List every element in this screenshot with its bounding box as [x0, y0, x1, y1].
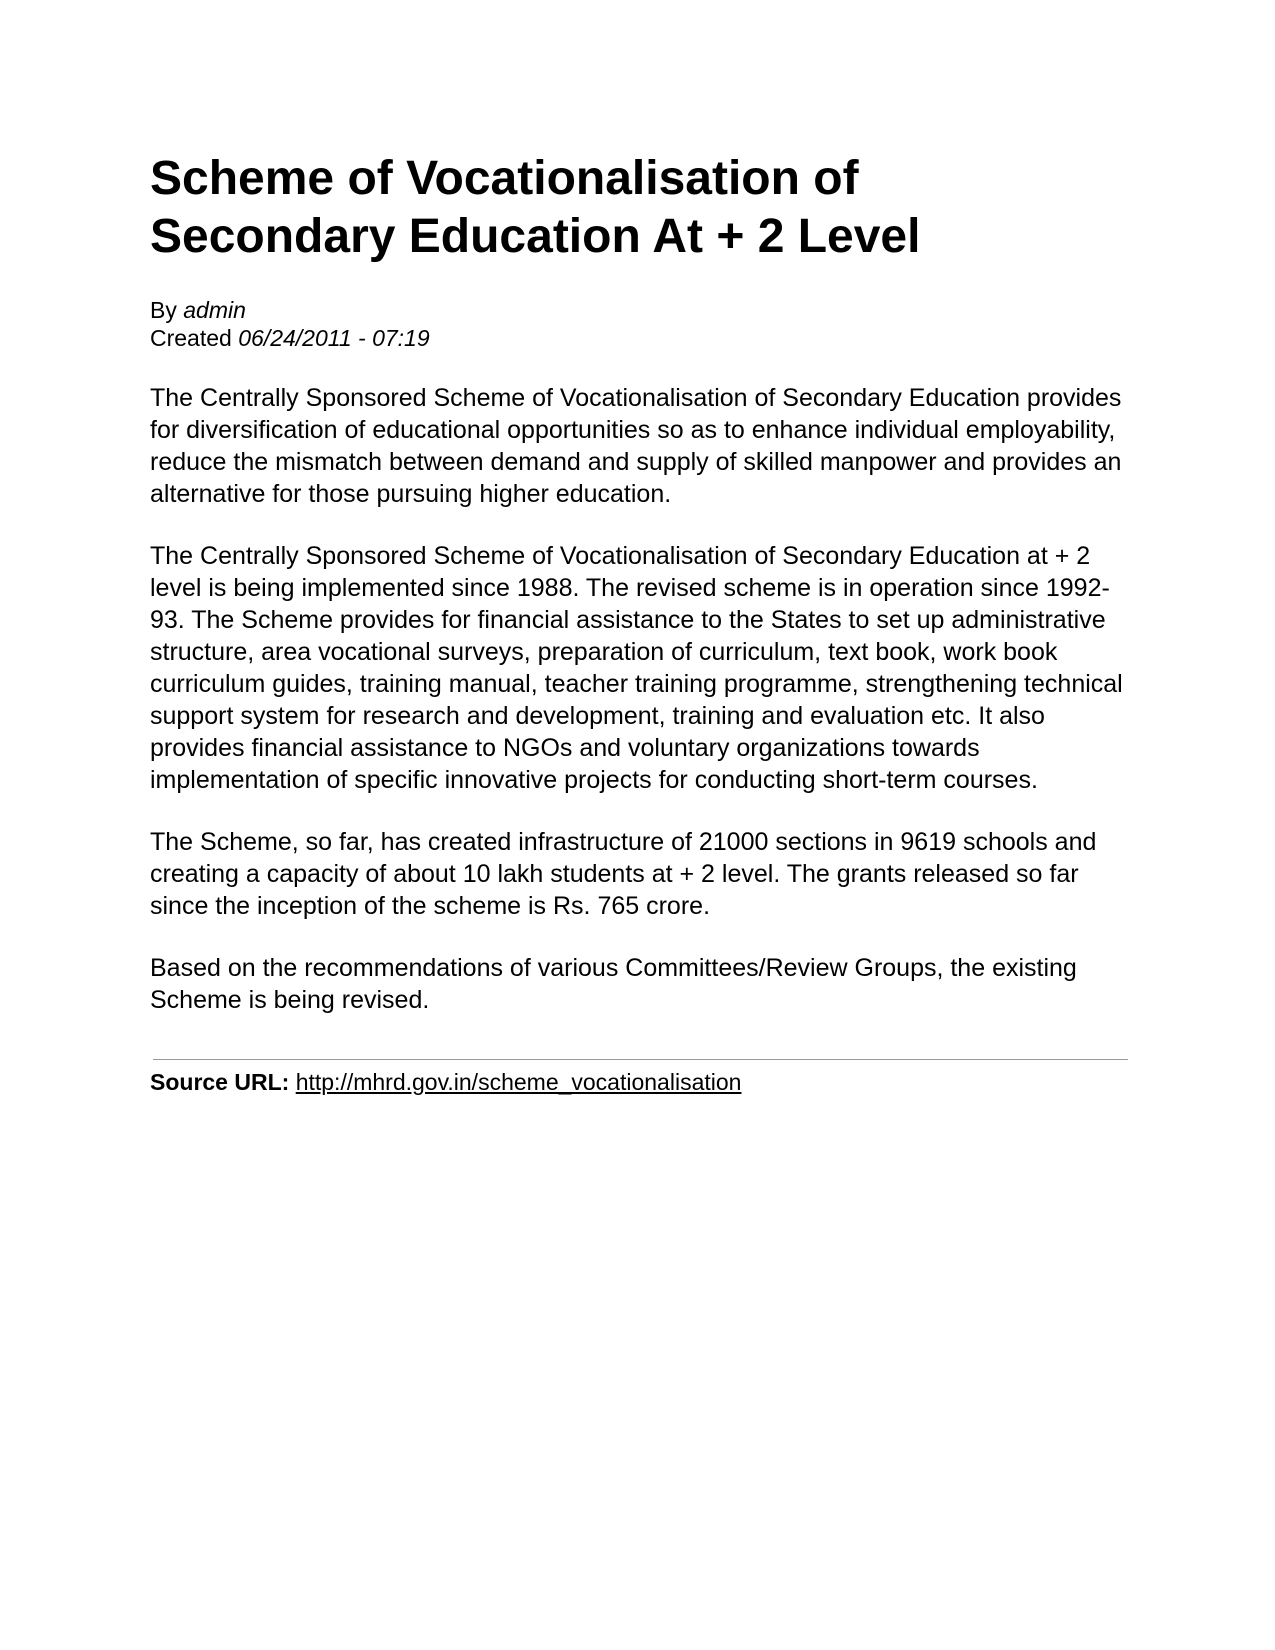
author-name: admin	[183, 297, 246, 323]
body-paragraph-3: The Scheme, so far, has created infrastructure of 21000 sections in 9619 schools and creating a capacity of about 10 lakh students at + 2 level. The grants released so far since the inception of the scheme is Rs. 765 crore.	[150, 828, 1097, 920]
body-paragraph-2: The Centrally Sponsored Scheme of Vocationalisation of Secondary Education at + 2 level is being implemented since 1988. The revised scheme is in operation since 1992-93. The Scheme provides for financial assistance to the States to set up administrative structure, area vocational surveys, preparation of curriculum, text book, work book curriculum guides, training manual, teacher training programme, strengthening technical support system for research and development, training and evaluation etc. It also provides financial assistance to NGOs and voluntary organizations towards implementation of specific innovative projects for conducting short-term courses.	[150, 542, 1123, 794]
document-page	[150, 150, 1130, 1096]
body-paragraph-1: The Centrally Sponsored Scheme of Vocationalisation of Secondary Education provides for diversification of educational opportunities so as to enhance individual employability, reduce the mismatch between demand and supply of skilled manpower and provides an alternative for those pursuing higher education.	[150, 384, 1122, 508]
created-date: 06/24/2011 - 07:19	[238, 325, 430, 351]
by-label: By	[150, 297, 177, 323]
created-line	[150, 324, 1130, 352]
source-url-label: Source URL:	[150, 1069, 290, 1095]
article-meta	[150, 296, 1130, 352]
created-label: Created	[150, 325, 232, 351]
footer-divider	[153, 1059, 1128, 1060]
body-paragraph-4: Based on the recommendations of various Committees/Review Groups, the existing Scheme is being revised.	[150, 954, 1077, 1014]
page-title: Scheme of Vocationalisation of Secondary Education At + 2 Level	[150, 152, 921, 263]
author-line	[150, 296, 1130, 324]
source-url-link[interactable]: http://mhrd.gov.in/scheme_vocationalisation	[295, 1069, 742, 1095]
source-footer	[150, 1068, 1130, 1096]
